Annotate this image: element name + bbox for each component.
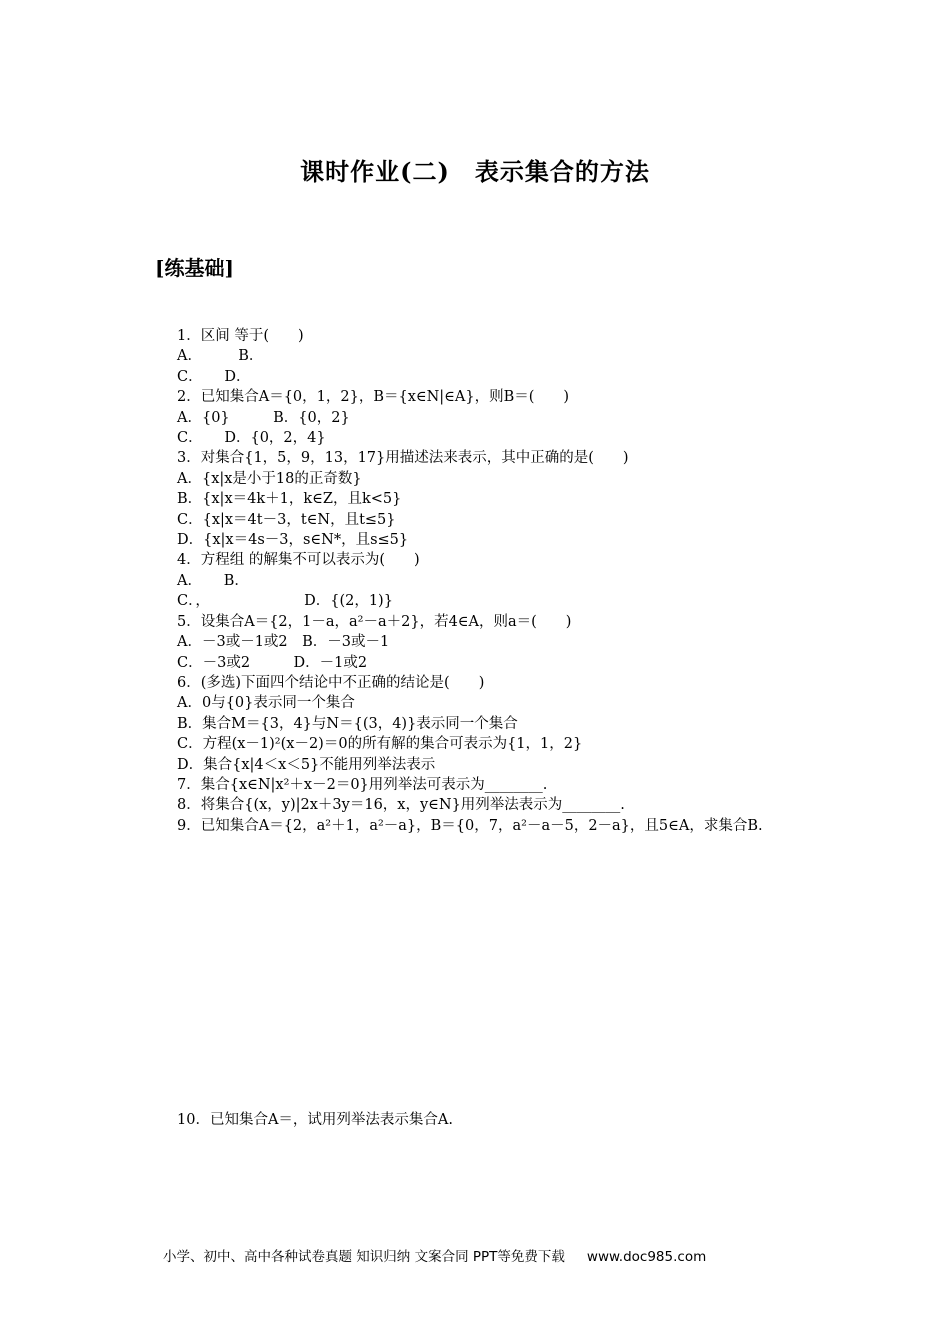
page-title: 课时作业(二) 表示集合的方法	[300, 157, 650, 186]
options-1-a: A． B．	[177, 348, 264, 365]
option-6-c: C．方程(x－1)²(x－2)＝0的所有解的集合可表示为{1，1，2}	[177, 736, 583, 753]
options-5-a: A．－3或－1或2 B．－3或－1	[177, 634, 390, 651]
question-4: 4．方程组 的解集不可以表示为( )	[177, 552, 420, 569]
option-3-b: B．{x|x＝4k＋1，k∈Z，且k<5}	[177, 491, 402, 508]
options-2-a: A．{0} B．{0，2}	[177, 409, 350, 426]
question-9: 9．已知集合A＝{2，a²＋1，a²－a}，B＝{0，7，a²－a－5，2－a}，且5∈A，求集合B.	[177, 817, 763, 834]
question-6: 6．(多选)下面四个结论中不正确的结论是( )	[177, 674, 485, 691]
options-4-b: C．， D．{(2，1)}	[177, 593, 393, 610]
question-5: 5．设集合A＝{2，1－a，a²－a＋2}，若4∈A，则a＝( )	[177, 613, 572, 630]
question-3: 3．对集合{1，5，9，13，17}用描述法来表示，其中正确的是( )	[177, 450, 629, 467]
question-2: 2．已知集合A＝{0，1，2}，B＝{x∈N|∈A}，则B＝( )	[177, 389, 570, 406]
footer-url[interactable]: www.doc985.com	[586, 1249, 707, 1265]
section-heading: [练基础]	[155, 256, 234, 280]
footer	[163, 1245, 706, 1265]
question-list	[145, 326, 815, 836]
option-6-a: A．0与{0}表示同一个集合	[177, 695, 355, 712]
option-3-d: D．{x|x＝4s－3，s∈N*，且s≤5}	[177, 532, 409, 549]
footer-text: 小学、初中、高中各种试卷真题 知识归纳 文案合同 PPT等免费下载	[163, 1249, 565, 1265]
question-1: 1．区间 等于( )	[177, 328, 304, 344]
options-4-a: A． B．	[177, 572, 249, 589]
option-3-c: C．{x|x＝4t－3，t∈N，且t≤5}	[177, 511, 396, 528]
question-7: 7．集合{x∈N|x²＋x－2＝0}用列举法可表示为________.	[177, 776, 548, 793]
question-8: 8．将集合{(x，y)|2x＋3y＝16，x，y∈N}用列举法表示为________.	[177, 797, 625, 814]
options-2-b: C． D．{0，2，4}	[177, 430, 326, 447]
options-1-b: C． D．	[177, 368, 251, 385]
question-10: 10．已知集合A＝，试用列举法表示集合A.	[177, 1112, 454, 1128]
option-6-d: D．集合{x|4＜x＜5}不能用列举法表示	[177, 756, 436, 773]
options-5-b: C．－3或2 D．－1或2	[177, 654, 368, 671]
option-3-a: A．{x|x是小于18的正奇数}	[177, 470, 362, 487]
option-6-b: B．集合M＝{3，4}与N＝{(3，4)}表示同一个集合	[177, 715, 518, 732]
